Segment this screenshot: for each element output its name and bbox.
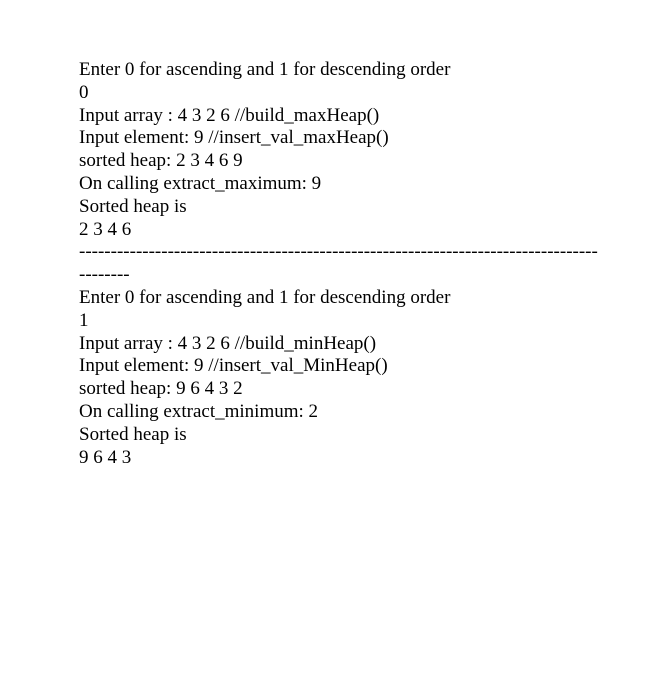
extract-result-line: On calling extract_maximum: 9 [79, 172, 322, 194]
prompt-line: Enter 0 for ascending and 1 for descending order [79, 59, 451, 80]
output-block-ascending [79, 59, 619, 241]
input-element-line: Input element: 9 //insert_val_maxHeap() [79, 127, 389, 149]
prompt-line: Enter 0 for ascending and 1 for descending order [79, 286, 451, 308]
sorted-heap-line: sorted heap: 9 6 4 3 2 [79, 378, 243, 400]
sorted-heap-values: 9 6 4 3 [79, 446, 132, 468]
program-output [79, 59, 619, 469]
separator-line: ------------------------------------------------------------------------------------------ [79, 241, 598, 286]
sorted-heap-values: 2 3 4 6 [79, 218, 132, 240]
order-input-value: 0 [79, 81, 89, 103]
output-block-descending [79, 287, 619, 469]
sorted-heap-line: sorted heap: 2 3 4 6 9 [79, 150, 243, 172]
sorted-heap-heading: Sorted heap is [79, 423, 187, 445]
sorted-heap-heading: Sorted heap is [79, 195, 187, 217]
input-array-line: Input array : 4 3 2 6 //build_maxHeap() [79, 104, 380, 126]
order-input-value: 1 [79, 309, 89, 331]
extract-result-line: On calling extract_minimum: 2 [79, 400, 319, 422]
input-element-line: Input element: 9 //insert_val_MinHeap() [79, 355, 388, 377]
input-array-line: Input array : 4 3 2 6 //build_minHeap() [79, 332, 377, 354]
